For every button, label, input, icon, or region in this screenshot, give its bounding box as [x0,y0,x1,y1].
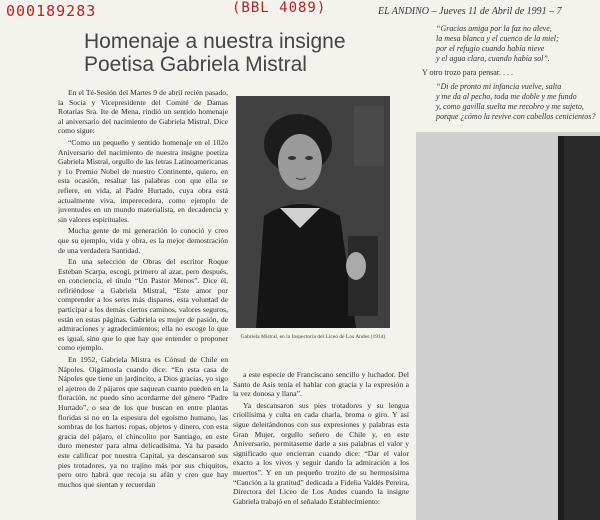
poem-line: por el refugio cuando había nieve [436,44,545,53]
paragraph: a este especie de Franciscano sencillo y luchador. Del Santo de Asís tenía el hablar con gracia y la expresión a la vez donosa y llana”. [233,370,409,399]
poem-line: la mesa blanca y el cuenco de la miel; [436,34,559,43]
title-line-2: Poetisa Gabriela Mistral [84,53,307,76]
poem-line: y me da al pecho, toda me doble y me fundo [436,92,577,101]
paragraph: “Como un pequeño y sentido homenaje en el 102o Aniversario del nacimiento de nuestra insigne poetiza Gabriela Mistral, orgullo de las letras Latinoamericanas y 1o Premio Nobel de nuestro Continente, quiero, en esta ocasión, resaltar las palabras con que ella se refiere, en vida, al Padre Hurtado, cuya obra está actualmente viva, imperecedera, como ejemplo de juventudes en un mundo materialista, en decadencia y sin valores espirituales. [58,137,228,224]
portrait-photo [236,96,390,328]
photo-caption: Gabriela Mistral, en la Inspectoría del Liceo de Los Andes (1914) [240,334,386,340]
paragraph: En 1952, Gabriela Mistra es Cónsul de Chile en Nápoles. Oigámosla cuando dice: “En esta casa de Nápoles que tiene un jardincito, a Dios gracias, yo sigo el ajetreo de 2 pájaros que saquean cuanto pueden en la floración, nc puedo sino acordarme del género “Padre Hurtado”, o sea de los que buscan en entre plantas floridas si no en la espesura del egoísmo humano, las sombras de los hartos: ropas, objetos y dinero, con esta gracia del pájaro, el chincolito por Santiago, en este duro menester para alma delicadísima. Ya ha pasado este calificar por nuestra Capital, ya descansaron sus pies trotadores, ya no trajino más por sus chiquitos, pero otro habrá que recoja su afán y creo que hay muchos que sientan y recuerdan [58,355,228,489]
handwritten-catalog-number: 000189283 [6,2,97,20]
title-line-1: Homenaje a nuestra insigne [84,30,346,53]
paragraph: Ya descansaron sus pies trotadores y su lengua criollísima y culta en cada charla, broma o giro. Y así sigue deleitándonos con sus expresiones y palabras esta Gran Mujer, orgullo señero de Chile y, en este Aniversario, permitaseme darle a sus palabras el valor y significado que encierran cuando dice: “Dar el valor exacto a los vivos y seguir dando la admiración a los muertos”. Y en un pequeño trozito de su hermosísima “Canción a la gratitud” dedicada a Fidelia Valdés Pereira, Directora del Liceo de Los Andes cuando la insigne Gabriela trabajó en el señalado Establecimiento: [233,400,409,506]
poem-intro-line: Y otro trozo para pensar. . . . [422,68,514,77]
poem-excerpt [418,24,600,122]
poem-stanza-1 [436,24,600,64]
poem-line: “Gracias amiga por la faz no aleve, [436,24,552,33]
article-column-1 [58,88,228,520]
poem-line: porque ¿cómo la revive con cabellos cenicientos? [436,112,596,121]
poem-line: “Di de pronto mi infancia vuelve, salta [436,82,562,91]
portrait-image [236,96,390,328]
paragraph: Mucha gente de mi generación lo conoció y creo que su ejemplo, vida y obra, es la mejor demostración de una verdadera Santidad. [58,226,228,255]
article-column-2 [233,370,409,520]
paragraph: En el Té-Sesión del Martes 9 de abril recién pasado, la Socia y Vicepresidente del Comité de Damas Rotarias Sra. Ite de Mena, rindió un sentido homenaje al aniversario del nacimiento de Gabriela Mistral. Dice como sigue: [58,88,228,136]
poem-stanza-2 [436,82,600,122]
page-edge-mid [564,136,600,520]
poem-line: y el agua clara, cuando había sol”. [436,54,550,63]
handwritten-reference: (BBL 4089) [232,0,327,16]
article-title [84,30,404,76]
newspaper-masthead: EL ANDINO – Jueves 11 de Abril de 1991 – 7 [378,6,562,17]
poem-line: y, como gavilla suelta me recobro y me sujeto, [436,102,584,111]
paragraph: En una selección de Obras del escritor Roque Esteban Scarpa, escogí, primero al azar, pero después, en conciencia, el título “Un Pastor Menos”. Dice él, refiriéndose a Gabriela Mistral, “Este amor por comprender a los seres más dispares, esta voluntad de participar a los demás ciertos caminos, valores seguros, están en estas páginas. Gabriela es mujer de pasión, de admiraciones y agradecimientos; ella no escoge lo que es igual, sino que lo que hay que entender o proponer como ejemplo. [58,257,228,353]
